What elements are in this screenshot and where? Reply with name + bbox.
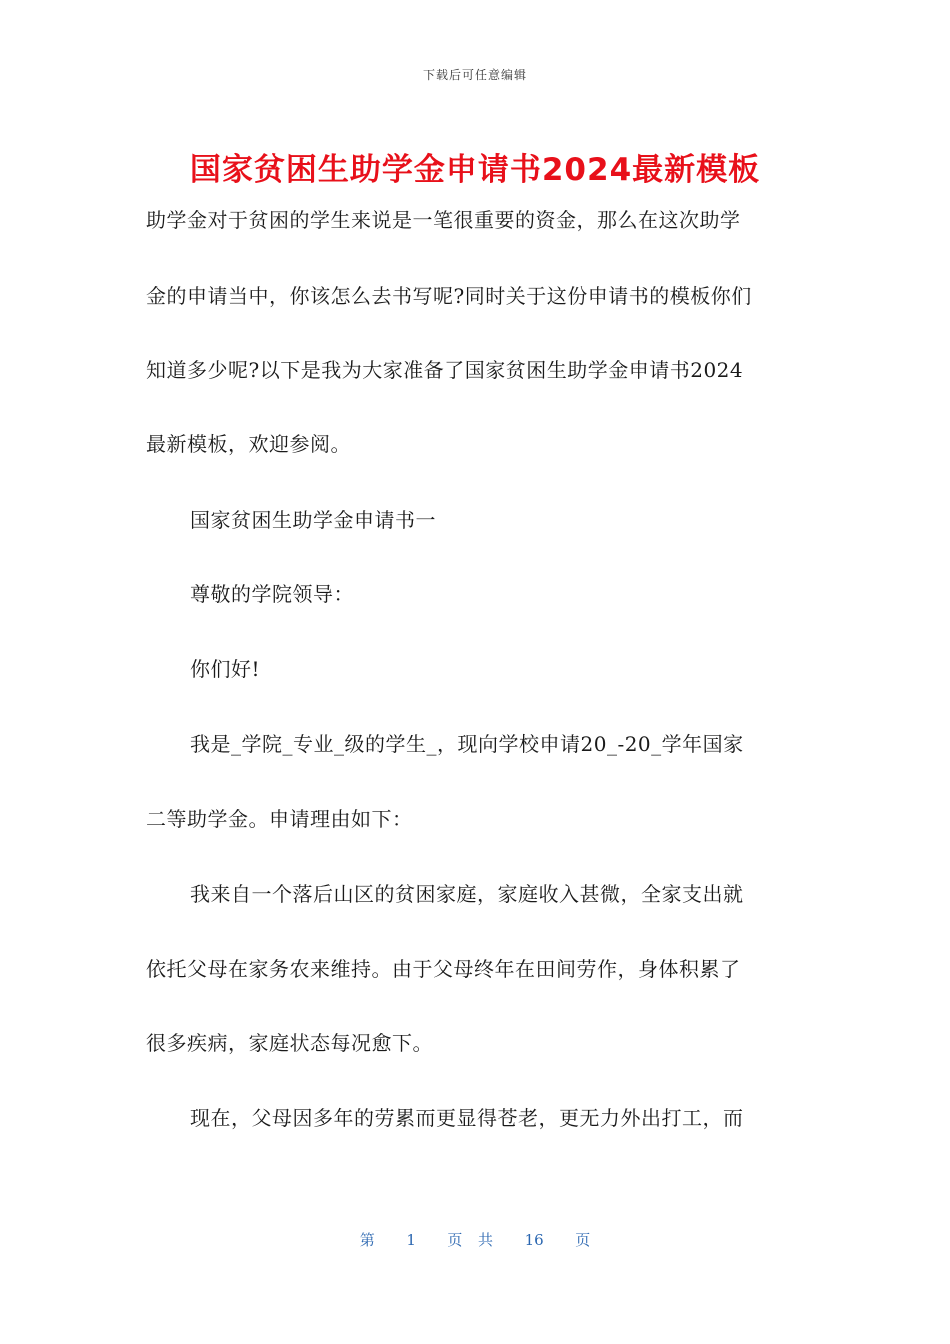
section-heading: 国家贫困生助学金申请书一 <box>190 508 436 532</box>
paragraph-line: 现在，父母因多年的劳累而更显得苍老，更无力外出打工，而 <box>190 1106 744 1130</box>
footer-page-current: 1 <box>406 1231 416 1249</box>
document-title: 国家贫困生助学金申请书2024最新模板 <box>189 152 761 188</box>
paragraph-line: 依托父母在家务农来维持。由于父母终年在田间劳作，身体积累了 <box>146 957 741 981</box>
paragraph-line: 我是_学院_专业_级的学生_，现向学校申请20_-20_学年国家 <box>190 732 744 756</box>
greeting: 你们好! <box>190 657 261 681</box>
paragraph-line: 知道多少呢?以下是我为大家准备了国家贫困生助学金申请书2024 <box>146 358 744 382</box>
page-footer <box>0 1229 950 1250</box>
footer-total-unit: 页 <box>575 1231 591 1249</box>
paragraph-line: 我来自一个落后山区的贫困家庭，家庭收入甚微，全家支出就 <box>190 882 744 906</box>
salutation: 尊敬的学院领导： <box>190 582 354 606</box>
footer-page-word: 第 <box>359 1231 375 1249</box>
paragraph-line: 金的申请当中，你该怎么去书写呢?同时关于这份申请书的模板你们 <box>146 284 752 308</box>
footer-page-total: 16 <box>524 1231 544 1249</box>
paragraph-line: 二等助学金。申请理由如下： <box>146 807 413 831</box>
header-note: 下载后可任意编辑 <box>422 68 527 82</box>
paragraph-line: 很多疾病，家庭状态每况愈下。 <box>146 1031 433 1055</box>
paragraph-line: 最新模板，欢迎参阅。 <box>146 432 351 456</box>
footer-total-word: 共 <box>478 1231 494 1249</box>
footer-page-unit: 页 <box>447 1231 463 1249</box>
paragraph-line: 助学金对于贫困的学生来说是一笔很重要的资金，那么在这次助学 <box>146 208 741 232</box>
